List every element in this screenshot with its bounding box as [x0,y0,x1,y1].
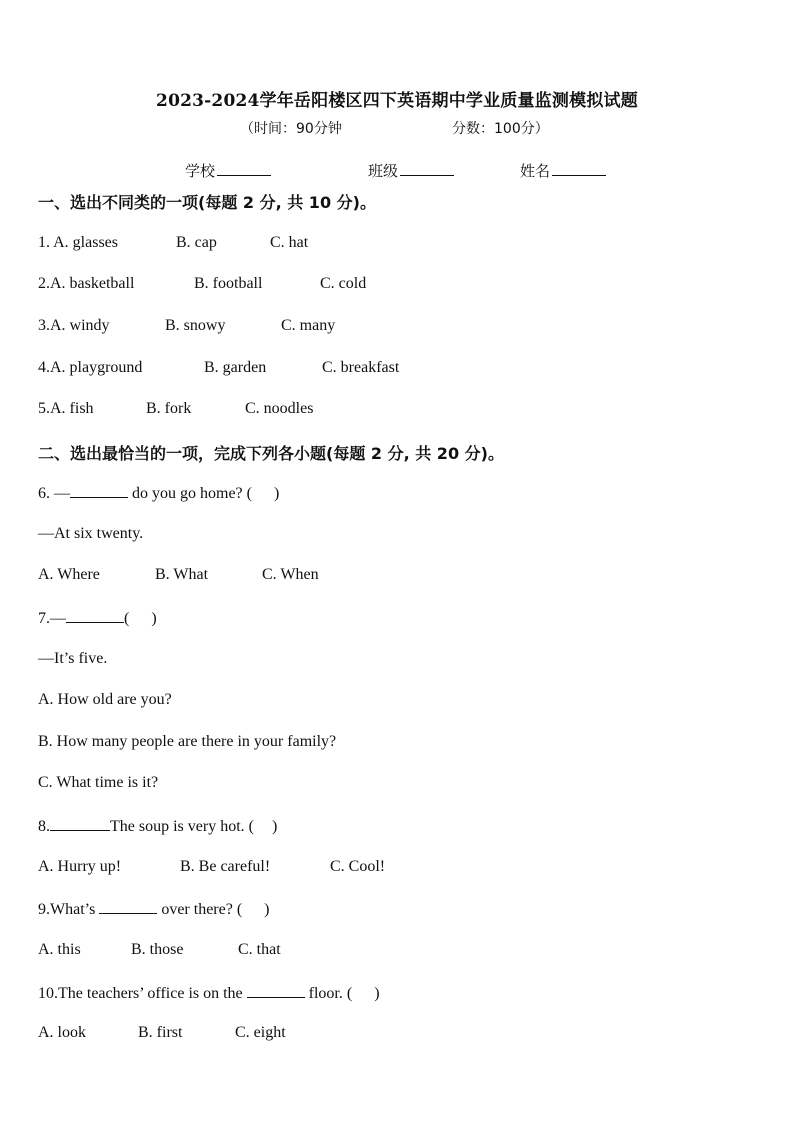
q5-option-c: C. noodles [245,400,314,417]
name-label: 姓名 [520,162,551,180]
q7-close: ) [151,610,157,627]
q6-prefix: 6. — [38,485,70,502]
q9-option-a: A. this [38,941,81,958]
q7-prefix: 7.— [38,610,66,627]
q6-option-c: C. When [262,566,319,583]
q10-prefix: 10.The teachers’ office is on the [38,985,243,1002]
section2-heading: 二、选出最恰当的一项，完成下列各小题(每题 2 分, 共 20 分)。 [38,444,504,463]
q10-blank[interactable] [247,983,305,998]
q8-blank[interactable] [50,816,110,831]
name-field [520,160,606,181]
q6-blank[interactable] [70,483,128,498]
q1-option-c: C. hat [270,234,309,251]
q8-prefix: 8. [38,818,50,835]
class-label: 班级 [368,162,399,180]
q9-prefix: 9.What’s [38,901,96,918]
q8-option-c: C. Cool! [330,858,386,875]
q8-option-b: B. Be careful! [180,858,271,875]
q1-option-a: 1. A. glasses [38,234,118,251]
q5-option-b: B. fork [146,400,192,417]
q2-option-c: C. cold [320,275,367,292]
q10-text: floor. ( [308,985,353,1002]
q3-option-c: C. many [281,317,336,334]
q4-option-c: C. breakfast [322,359,400,376]
q10-option-c: C. eight [235,1024,286,1041]
q2-option-a: 2.A. basketball [38,275,135,292]
school-label: 学校 [185,162,216,180]
q4-option-a: 4.A. playground [38,359,143,376]
q1-option-b: B. cap [176,234,217,251]
question-6 [38,483,279,503]
q8-option-a: A. Hurry up! [38,858,122,875]
q2-option-b: B. football [194,275,263,292]
section1-heading: 一、选出不同类的一项(每题 2 分, 共 10 分)。 [38,193,376,212]
q9-blank[interactable] [99,899,157,914]
q9-option-b: B. those [131,941,184,958]
class-blank [400,161,454,176]
page-title: 2023-2024学年岳阳楼区四下英语期中学业质量监测模拟试题 [156,91,638,111]
q10-option-b: B. first [138,1024,183,1041]
q8-close: ) [271,818,278,835]
school-blank [217,161,271,176]
q9-option-c: C. that [238,941,281,958]
q5-option-a: 5.A. fish [38,400,94,417]
question-7 [38,608,157,628]
q9-text: over there? ( [161,901,243,918]
question-8 [38,816,277,836]
q4-option-b: B. garden [204,359,267,376]
q7-option-b: B. How many people are there in your family? [38,733,337,750]
q6-close: ) [273,485,280,502]
q10-option-a: A. look [38,1024,86,1041]
q7-option-c: C. What time is it? [38,774,159,791]
question-9 [38,899,270,919]
q6-option-b: B. What [155,566,209,583]
q6-text: do you go home? ( [132,485,252,502]
q7-response: —It’s five. [38,650,108,667]
q9-close: ) [264,901,270,918]
q8-text: The soup is very hot. ( [110,818,254,835]
q10-close: ) [374,985,380,1002]
school-field [185,160,271,181]
q3-option-a: 3.A. windy [38,317,110,334]
total-score: 分数：100分） [452,121,549,137]
q6-option-a: A. Where [38,566,100,583]
name-blank [552,161,606,176]
q6-response: —At six twenty. [38,525,144,542]
q7-option-a: A. How old are you? [38,691,172,708]
q7-text: ( [124,610,130,627]
class-field [368,160,454,181]
q7-blank[interactable] [66,608,124,623]
time-limit: （时间：90分钟 [240,121,342,137]
q3-option-b: B. snowy [165,317,226,334]
question-10 [38,983,380,1003]
